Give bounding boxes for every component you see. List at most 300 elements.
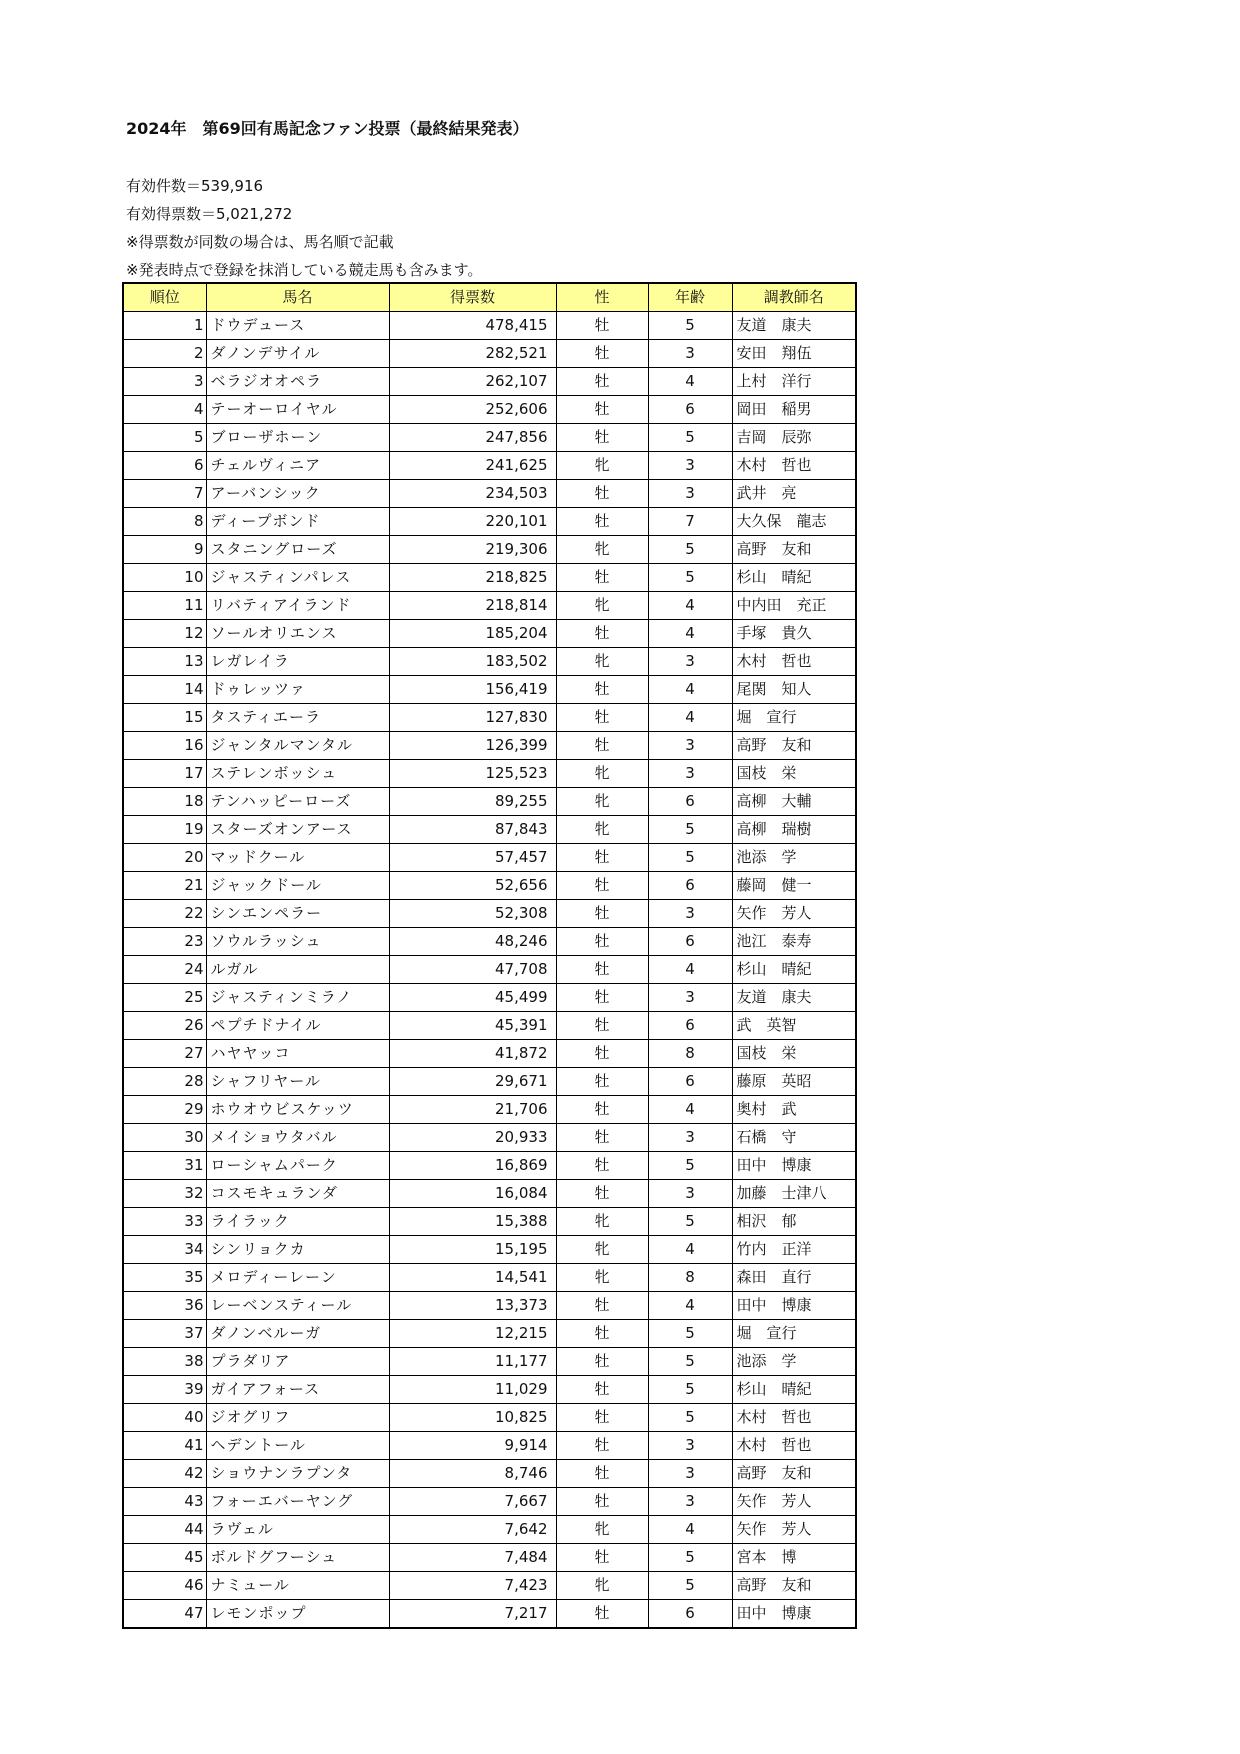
sex-cell: 牡 (556, 1488, 648, 1516)
horse-name-cell: ダノンデサイル (206, 340, 389, 368)
horse-name-cell: ダノンベルーガ (206, 1320, 389, 1348)
rank-cell: 31 (123, 1152, 206, 1180)
trainer-cell: 堀 宣行 (732, 1320, 856, 1348)
age-cell: 6 (648, 396, 732, 424)
table-row (123, 1544, 856, 1572)
horse-name-cell: チェルヴィニア (206, 452, 389, 480)
trainer-cell: 友道 康夫 (732, 312, 856, 340)
trainer-cell: 木村 哲也 (732, 1404, 856, 1432)
table-row (123, 760, 856, 788)
table-row (123, 928, 856, 956)
table-row (123, 620, 856, 648)
sex-cell: 牡 (556, 928, 648, 956)
votes-cell: 15,388 (389, 1208, 556, 1236)
trainer-cell: 高野 友和 (732, 1460, 856, 1488)
table-row (123, 1292, 856, 1320)
horse-name-cell: ボルドグフーシュ (206, 1544, 389, 1572)
sex-cell: 牝 (556, 1516, 648, 1544)
age-cell: 6 (648, 872, 732, 900)
trainer-cell: 森田 直行 (732, 1264, 856, 1292)
votes-cell: 183,502 (389, 648, 556, 676)
trainer-cell: 杉山 晴紀 (732, 956, 856, 984)
trainer-cell: 田中 博康 (732, 1292, 856, 1320)
table-row (123, 676, 856, 704)
votes-cell: 45,391 (389, 1012, 556, 1040)
age-cell: 6 (648, 788, 732, 816)
sex-cell: 牡 (556, 396, 648, 424)
age-cell: 5 (648, 1544, 732, 1572)
sex-cell: 牡 (556, 1432, 648, 1460)
age-cell: 3 (648, 1432, 732, 1460)
trainer-cell: 藤岡 健一 (732, 872, 856, 900)
sex-cell: 牝 (556, 1208, 648, 1236)
trainer-cell: 宮本 博 (732, 1544, 856, 1572)
votes-cell: 52,656 (389, 872, 556, 900)
table-row (123, 1572, 856, 1600)
rank-cell: 2 (123, 340, 206, 368)
rank-cell: 25 (123, 984, 206, 1012)
votes-cell: 11,029 (389, 1376, 556, 1404)
sex-cell: 牝 (556, 760, 648, 788)
trainer-cell: 手塚 貴久 (732, 620, 856, 648)
table-row (123, 1432, 856, 1460)
sex-cell: 牡 (556, 1544, 648, 1572)
table-row (123, 704, 856, 732)
trainer-cell: 国枝 栄 (732, 1040, 856, 1068)
horse-name-cell: スタニングローズ (206, 536, 389, 564)
trainer-cell: 木村 哲也 (732, 452, 856, 480)
sex-cell: 牡 (556, 1600, 648, 1629)
horse-name-cell: レモンポップ (206, 1600, 389, 1629)
trainer-cell: 上村 洋行 (732, 368, 856, 396)
table-row (123, 1180, 856, 1208)
table-row (123, 648, 856, 676)
horse-name-cell: ショウナンラプンタ (206, 1460, 389, 1488)
age-cell: 3 (648, 1460, 732, 1488)
age-cell: 4 (648, 704, 732, 732)
age-cell: 6 (648, 928, 732, 956)
sex-cell: 牡 (556, 1404, 648, 1432)
sex-cell: 牡 (556, 1068, 648, 1096)
horse-name-cell: ドゥレッツァ (206, 676, 389, 704)
age-cell: 3 (648, 340, 732, 368)
table-row (123, 1516, 856, 1544)
table-row (123, 536, 856, 564)
rank-cell: 30 (123, 1124, 206, 1152)
trainer-cell: 堀 宣行 (732, 704, 856, 732)
table-header-row (123, 283, 856, 312)
horse-name-cell: レガレイラ (206, 648, 389, 676)
rank-cell: 4 (123, 396, 206, 424)
trainer-cell: 高野 友和 (732, 1572, 856, 1600)
sex-cell: 牡 (556, 1348, 648, 1376)
table-row (123, 480, 856, 508)
table-row (123, 1264, 856, 1292)
horse-name-cell: ジャスティンミラノ (206, 984, 389, 1012)
horse-name-cell: ハヤヤッコ (206, 1040, 389, 1068)
sex-cell: 牡 (556, 872, 648, 900)
horse-name-cell: シンリョクカ (206, 1236, 389, 1264)
votes-cell: 7,423 (389, 1572, 556, 1600)
age-cell: 3 (648, 984, 732, 1012)
rank-cell: 33 (123, 1208, 206, 1236)
rank-cell: 40 (123, 1404, 206, 1432)
sex-cell: 牡 (556, 368, 648, 396)
votes-cell: 48,246 (389, 928, 556, 956)
rank-cell: 27 (123, 1040, 206, 1068)
horse-name-cell: テンハッピーローズ (206, 788, 389, 816)
table-row (123, 1012, 856, 1040)
header-trainer: 調教師名 (732, 283, 856, 312)
age-cell: 5 (648, 1348, 732, 1376)
sex-cell: 牡 (556, 1180, 648, 1208)
votes-cell: 241,625 (389, 452, 556, 480)
table-row (123, 788, 856, 816)
table-row (123, 816, 856, 844)
table-row (123, 1460, 856, 1488)
rank-cell: 28 (123, 1068, 206, 1096)
horse-name-cell: ヘデントール (206, 1432, 389, 1460)
rank-cell: 14 (123, 676, 206, 704)
votes-cell: 14,541 (389, 1264, 556, 1292)
rank-cell: 36 (123, 1292, 206, 1320)
trainer-cell: 尾関 知人 (732, 676, 856, 704)
horse-name-cell: メロディーレーン (206, 1264, 389, 1292)
rank-cell: 5 (123, 424, 206, 452)
sex-cell: 牡 (556, 424, 648, 452)
table-row (123, 844, 856, 872)
tie-order-note: ※得票数が同数の場合は、馬名順で記載 (126, 233, 394, 251)
trainer-cell: 池添 学 (732, 844, 856, 872)
votes-cell: 10,825 (389, 1404, 556, 1432)
rank-cell: 9 (123, 536, 206, 564)
rank-cell: 43 (123, 1488, 206, 1516)
sex-cell: 牝 (556, 648, 648, 676)
horse-name-cell: タスティエーラ (206, 704, 389, 732)
table-row (123, 1068, 856, 1096)
votes-cell: 185,204 (389, 620, 556, 648)
table-row (123, 872, 856, 900)
votes-cell: 7,484 (389, 1544, 556, 1572)
sex-cell: 牝 (556, 536, 648, 564)
trainer-cell: 池江 泰寿 (732, 928, 856, 956)
horse-name-cell: ディープボンド (206, 508, 389, 536)
table-row (123, 312, 856, 340)
sex-cell: 牝 (556, 1236, 648, 1264)
votes-cell: 12,215 (389, 1320, 556, 1348)
horse-name-cell: ペプチドナイル (206, 1012, 389, 1040)
horse-name-cell: プラダリア (206, 1348, 389, 1376)
table-row (123, 1348, 856, 1376)
trainer-cell: 竹内 正洋 (732, 1236, 856, 1264)
trainer-cell: 杉山 晴紀 (732, 1376, 856, 1404)
horse-name-cell: ジャスティンパレス (206, 564, 389, 592)
summary-notes (126, 172, 482, 284)
votes-cell: 125,523 (389, 760, 556, 788)
rank-cell: 29 (123, 1096, 206, 1124)
sex-cell: 牝 (556, 816, 648, 844)
age-cell: 5 (648, 1572, 732, 1600)
horse-name-cell: ラヴェル (206, 1516, 389, 1544)
sex-cell: 牡 (556, 312, 648, 340)
votes-cell: 7,217 (389, 1600, 556, 1629)
rank-cell: 42 (123, 1460, 206, 1488)
trainer-cell: 国枝 栄 (732, 760, 856, 788)
sex-cell: 牡 (556, 340, 648, 368)
rank-cell: 6 (123, 452, 206, 480)
rank-cell: 47 (123, 1600, 206, 1629)
votes-cell: 16,084 (389, 1180, 556, 1208)
sex-cell: 牡 (556, 1320, 648, 1348)
age-cell: 3 (648, 480, 732, 508)
horse-name-cell: ドウデュース (206, 312, 389, 340)
rank-cell: 38 (123, 1348, 206, 1376)
votes-cell: 13,373 (389, 1292, 556, 1320)
rank-cell: 21 (123, 872, 206, 900)
rank-cell: 24 (123, 956, 206, 984)
age-cell: 3 (648, 1488, 732, 1516)
table-row (123, 508, 856, 536)
trainer-cell: 木村 哲也 (732, 648, 856, 676)
rank-cell: 19 (123, 816, 206, 844)
rank-cell: 39 (123, 1376, 206, 1404)
table-row (123, 900, 856, 928)
table-row (123, 340, 856, 368)
horse-name-cell: ジャックドール (206, 872, 389, 900)
votes-cell: 47,708 (389, 956, 556, 984)
age-cell: 3 (648, 732, 732, 760)
table-row (123, 1152, 856, 1180)
trainer-cell: 高柳 瑞樹 (732, 816, 856, 844)
sex-cell: 牡 (556, 956, 648, 984)
trainer-cell: 岡田 稲男 (732, 396, 856, 424)
trainer-cell: 武 英智 (732, 1012, 856, 1040)
age-cell: 4 (648, 620, 732, 648)
rank-cell: 18 (123, 788, 206, 816)
age-cell: 6 (648, 1012, 732, 1040)
rank-cell: 22 (123, 900, 206, 928)
sex-cell: 牝 (556, 1572, 648, 1600)
table-row (123, 1236, 856, 1264)
age-cell: 3 (648, 1180, 732, 1208)
votes-cell: 8,746 (389, 1460, 556, 1488)
age-cell: 3 (648, 900, 732, 928)
horse-name-cell: ジオグリフ (206, 1404, 389, 1432)
sex-cell: 牡 (556, 844, 648, 872)
sex-cell: 牡 (556, 1040, 648, 1068)
horse-name-cell: シャフリヤール (206, 1068, 389, 1096)
rank-cell: 7 (123, 480, 206, 508)
rank-cell: 45 (123, 1544, 206, 1572)
rank-cell: 16 (123, 732, 206, 760)
sex-cell: 牝 (556, 452, 648, 480)
age-cell: 5 (648, 312, 732, 340)
age-cell: 3 (648, 760, 732, 788)
trainer-cell: 田中 博康 (732, 1152, 856, 1180)
sex-cell: 牡 (556, 676, 648, 704)
table-row (123, 368, 856, 396)
header-sex: 性 (556, 283, 648, 312)
age-cell: 4 (648, 676, 732, 704)
votes-cell: 41,872 (389, 1040, 556, 1068)
age-cell: 4 (648, 368, 732, 396)
sex-cell: 牡 (556, 984, 648, 1012)
age-cell: 4 (648, 1236, 732, 1264)
votes-cell: 219,306 (389, 536, 556, 564)
trainer-cell: 中内田 充正 (732, 592, 856, 620)
trainer-cell: 安田 翔伍 (732, 340, 856, 368)
rank-cell: 8 (123, 508, 206, 536)
table-row (123, 1404, 856, 1432)
header-age: 年齢 (648, 283, 732, 312)
horse-name-cell: ブローザホーン (206, 424, 389, 452)
age-cell: 6 (648, 1600, 732, 1629)
age-cell: 5 (648, 536, 732, 564)
age-cell: 3 (648, 648, 732, 676)
header-votes: 得票数 (389, 283, 556, 312)
age-cell: 5 (648, 1208, 732, 1236)
votes-cell: 16,869 (389, 1152, 556, 1180)
sex-cell: 牝 (556, 1264, 648, 1292)
rank-cell: 20 (123, 844, 206, 872)
votes-cell: 220,101 (389, 508, 556, 536)
age-cell: 6 (648, 1068, 732, 1096)
sex-cell: 牡 (556, 620, 648, 648)
horse-name-cell: ナミュール (206, 1572, 389, 1600)
votes-cell: 218,814 (389, 592, 556, 620)
votes-cell: 127,830 (389, 704, 556, 732)
age-cell: 5 (648, 564, 732, 592)
table-row (123, 732, 856, 760)
sex-cell: 牝 (556, 788, 648, 816)
votes-cell: 7,642 (389, 1516, 556, 1544)
sex-cell: 牡 (556, 564, 648, 592)
votes-cell: 478,415 (389, 312, 556, 340)
trainer-cell: 杉山 晴紀 (732, 564, 856, 592)
votes-cell: 9,914 (389, 1432, 556, 1460)
trainer-cell: 石橋 守 (732, 1124, 856, 1152)
horse-name-cell: ルガル (206, 956, 389, 984)
horse-name-cell: テーオーロイヤル (206, 396, 389, 424)
rank-cell: 13 (123, 648, 206, 676)
trainer-cell: 大久保 龍志 (732, 508, 856, 536)
sex-cell: 牡 (556, 1376, 648, 1404)
rank-cell: 34 (123, 1236, 206, 1264)
table-row (123, 1600, 856, 1629)
sex-cell: 牡 (556, 732, 648, 760)
votes-cell: 282,521 (389, 340, 556, 368)
valid-votes-note: 有効得票数＝5,021,272 (126, 205, 293, 223)
trainer-cell: 相沢 郁 (732, 1208, 856, 1236)
horse-name-cell: レーベンスティール (206, 1292, 389, 1320)
rank-cell: 35 (123, 1264, 206, 1292)
sex-cell: 牡 (556, 1152, 648, 1180)
trainer-cell: 高柳 大輔 (732, 788, 856, 816)
rank-cell: 3 (123, 368, 206, 396)
votes-cell: 234,503 (389, 480, 556, 508)
votes-cell: 87,843 (389, 816, 556, 844)
votes-cell: 156,419 (389, 676, 556, 704)
table-row (123, 452, 856, 480)
rank-cell: 37 (123, 1320, 206, 1348)
age-cell: 8 (648, 1264, 732, 1292)
age-cell: 5 (648, 1404, 732, 1432)
table-row (123, 1040, 856, 1068)
rank-cell: 10 (123, 564, 206, 592)
sex-cell: 牡 (556, 704, 648, 732)
votes-cell: 57,457 (389, 844, 556, 872)
horse-name-cell: ライラック (206, 1208, 389, 1236)
sex-cell: 牝 (556, 592, 648, 620)
votes-cell: 247,856 (389, 424, 556, 452)
sex-cell: 牡 (556, 1460, 648, 1488)
table-row (123, 592, 856, 620)
age-cell: 3 (648, 452, 732, 480)
trainer-cell: 加藤 士津八 (732, 1180, 856, 1208)
age-cell: 5 (648, 816, 732, 844)
horse-name-cell: コスモキュランダ (206, 1180, 389, 1208)
votes-cell: 126,399 (389, 732, 556, 760)
age-cell: 4 (648, 1096, 732, 1124)
horse-name-cell: フォーエバーヤング (206, 1488, 389, 1516)
trainer-cell: 矢作 芳人 (732, 1488, 856, 1516)
table-row (123, 1096, 856, 1124)
trainer-cell: 高野 友和 (732, 732, 856, 760)
rank-cell: 11 (123, 592, 206, 620)
age-cell: 5 (648, 1320, 732, 1348)
sex-cell: 牡 (556, 1292, 648, 1320)
rank-cell: 1 (123, 312, 206, 340)
age-cell: 4 (648, 956, 732, 984)
horse-name-cell: ソールオリエンス (206, 620, 389, 648)
trainer-cell: 池添 学 (732, 1348, 856, 1376)
trainer-cell: 高野 友和 (732, 536, 856, 564)
rank-cell: 46 (123, 1572, 206, 1600)
age-cell: 4 (648, 1516, 732, 1544)
sex-cell: 牡 (556, 900, 648, 928)
trainer-cell: 矢作 芳人 (732, 1516, 856, 1544)
age-cell: 8 (648, 1040, 732, 1068)
trainer-cell: 藤原 英昭 (732, 1068, 856, 1096)
table-row (123, 564, 856, 592)
table-row (123, 1320, 856, 1348)
trainer-cell: 友道 康夫 (732, 984, 856, 1012)
votes-cell: 252,606 (389, 396, 556, 424)
horse-name-cell: ローシャムパーク (206, 1152, 389, 1180)
table-row (123, 1488, 856, 1516)
votes-cell: 20,933 (389, 1124, 556, 1152)
votes-cell: 262,107 (389, 368, 556, 396)
horse-name-cell: リバティアイランド (206, 592, 389, 620)
age-cell: 3 (648, 1124, 732, 1152)
age-cell: 4 (648, 1292, 732, 1320)
trainer-cell: 田中 博康 (732, 1600, 856, 1629)
age-cell: 5 (648, 1376, 732, 1404)
rank-cell: 12 (123, 620, 206, 648)
horse-name-cell: ステレンボッシュ (206, 760, 389, 788)
horse-name-cell: スターズオンアース (206, 816, 389, 844)
horse-name-cell: アーバンシック (206, 480, 389, 508)
table-row (123, 396, 856, 424)
horse-name-cell: シンエンペラー (206, 900, 389, 928)
fan-vote-table (122, 282, 857, 1629)
document-title: 2024年 第69回有馬記念ファン投票（最終結果発表） (126, 119, 529, 138)
rank-cell: 26 (123, 1012, 206, 1040)
age-cell: 5 (648, 844, 732, 872)
horse-name-cell: ジャンタルマンタル (206, 732, 389, 760)
rank-cell: 17 (123, 760, 206, 788)
votes-cell: 21,706 (389, 1096, 556, 1124)
